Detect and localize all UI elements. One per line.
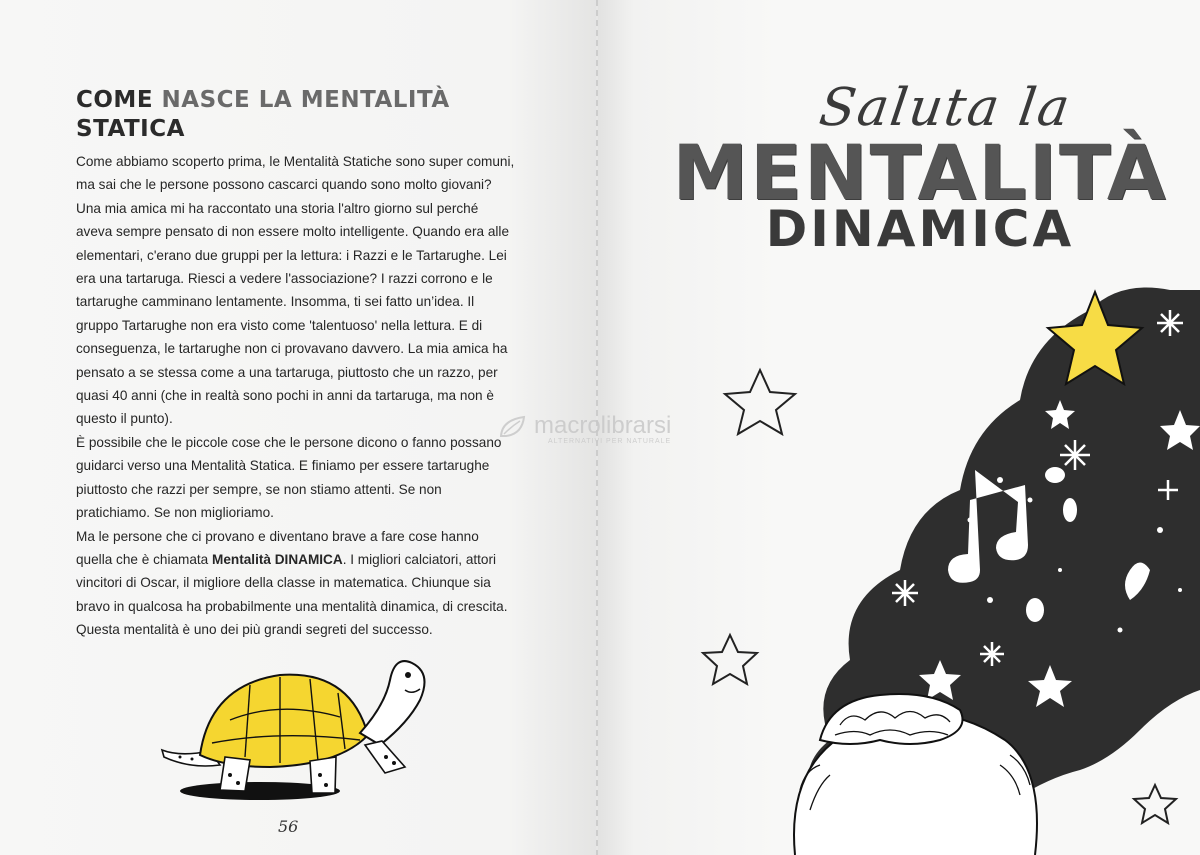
watermark xyxy=(498,412,671,445)
leaf-logo-icon xyxy=(498,414,528,440)
bold-term: Mentalità DINAMICA xyxy=(212,551,343,567)
paragraph-3 xyxy=(76,525,516,642)
paragraph-2: È possibile che le piccole cose che le persone dicono o fanno possano guidarci verso una Mentalità Statica. E finiamo per essere tartarughe piuttosto che razzi per sempre, se non stiamo attenti. Se non pratichiamo. Se non miglioriamo. xyxy=(76,434,502,521)
paragraph-3-start: Ma le persone che ci provano e diventano brave a fare cose hanno quella che è chiamata xyxy=(76,528,479,567)
body-text xyxy=(76,150,516,642)
title-main: MENTALITÀ xyxy=(672,128,1168,217)
heading-accent: NASCE LA MENTALITÀ xyxy=(161,87,450,113)
heading-word-statica: STATICA xyxy=(76,116,185,142)
brain-thought-cloud-icon xyxy=(700,270,1200,855)
title-script: Saluta la xyxy=(815,78,1076,138)
paragraph-3-end: . I migliori calciatori, attori vincitori di Oscar, il migliore della classe in matematica. Chiunque sia bravo in qualcosa ha probabilmente una mentalità dinamica, di crescita. Questa mentalità è uno dei più grandi segreti del successo. xyxy=(76,551,508,638)
heading-word-come: COME xyxy=(76,87,162,113)
page-number: 56 xyxy=(278,817,299,836)
paragraph-1: Come abbiamo scoperto prima, le Mentalità Statiche sono super comuni, ma sai che le persone possono cascarci quando sono molto giovani? Una mia amica mi ha raccontato una storia l'altro giorno sul perché aveva sempre pensato di non essere molto intelligente. Quando era alle elementari, c'erano due gruppi per la lettura: i Razzi e le Tartarughe. Lei era una tartaruga. Riesci a vedere l'associazione? I razzi corrono e le tartarughe camminano lentamente. Insomma, ti sei fatto un’idea. Il gruppo Tartarughe non era visto come 'talentuoso' nella lettura. E di conseguenza, le tartarughe non ci provavano davvero. La mia amica ha pensato a se stessa come a una tartaruga, piuttosto che un razzo, per quasi 40 anni (che in realtà sono pochi in anni da tartaruga, ma non è questo il punto). xyxy=(76,154,515,427)
watermark-brand: macrolibrarsi xyxy=(534,412,672,439)
watermark-tagline: ALTERNATIVI PER NATURALE xyxy=(548,438,672,445)
turtle-icon xyxy=(150,645,450,805)
chapter-heading xyxy=(76,86,516,144)
title-sub: DINAMICA xyxy=(765,200,1075,258)
